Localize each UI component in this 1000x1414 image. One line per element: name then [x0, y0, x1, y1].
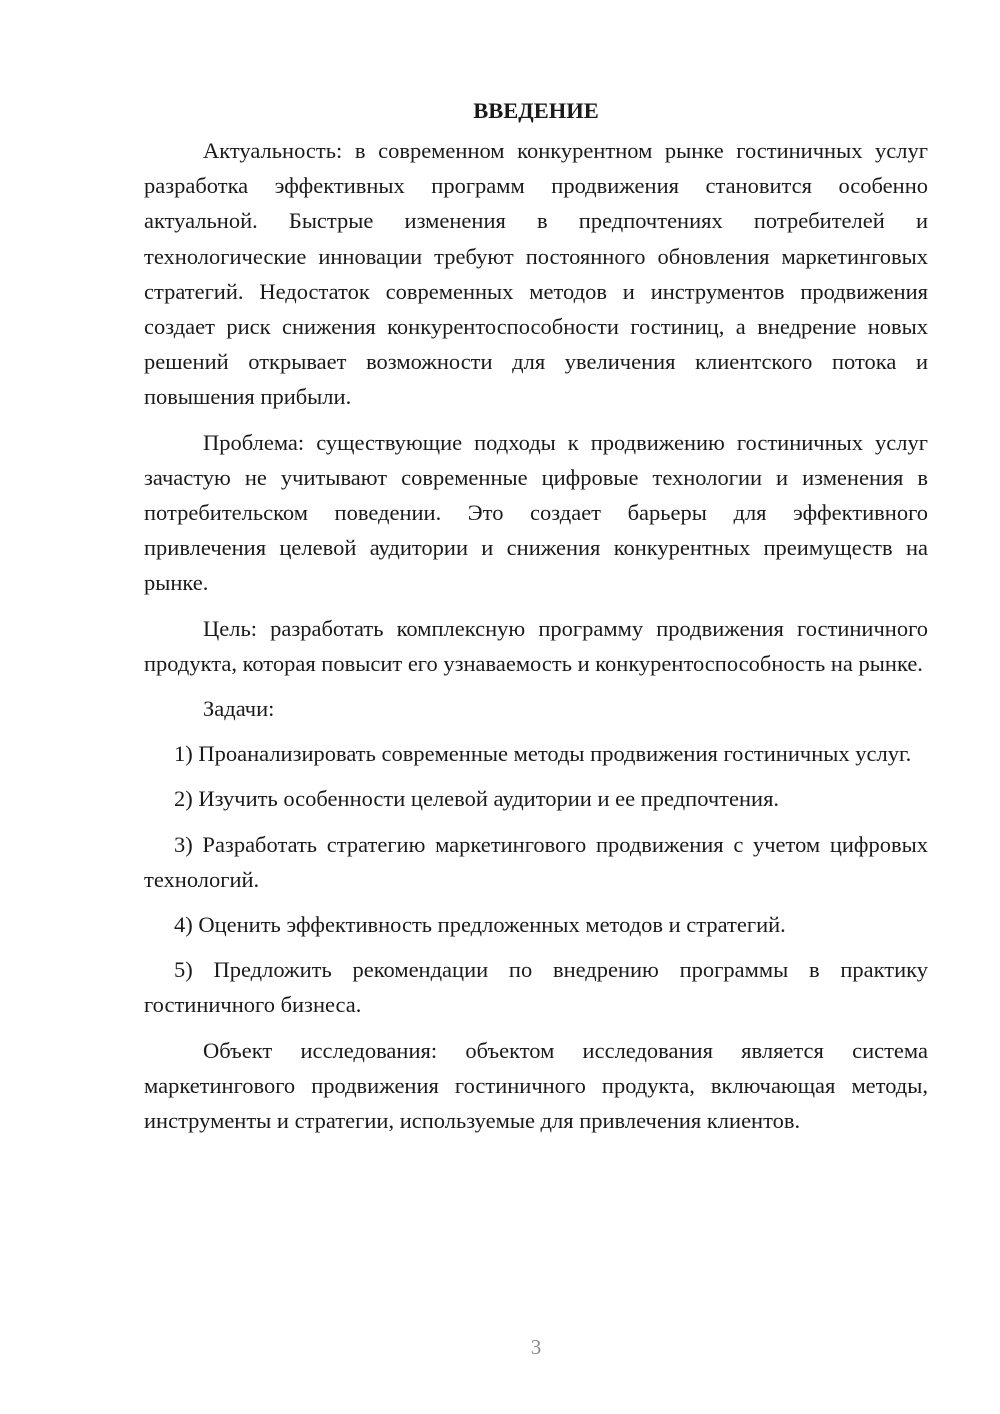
task-item-5: 5) Предложить рекомендации по внедрению программы в практику гостиничного бизнеса. — [144, 957, 928, 1018]
task-item-3: 3) Разработать стратегию маркетингового продвижения с учетом цифровых технологий. — [144, 831, 928, 892]
problem-paragraph: Проблема: существующие подходы к продвижению гостиничных услуг зачастую не учитывают современные цифровые технологии и изменения в потребительском поведении. Это создает барьеры для эффективного привлечения целевой аудитории и снижения конкурентных преимуществ на рынке. — [144, 429, 928, 596]
goal-paragraph: Цель: разработать комплексную программу продвижения гостиничного продукта, которая повысит его узнаваемость и конкурентоспособность на рынке. — [144, 615, 928, 676]
section-title: ВВЕДЕНИЕ — [473, 98, 599, 123]
tasks-heading: Задачи: — [203, 696, 275, 722]
relevance-paragraph: Актуальность: в современном конкурентном рынке гостиничных услуг разработка эффективных программ продвижения становится особенно актуальной. Быстрые изменения в предпочтениях потребителей и технологические инновации требуют постоянного обновления маркетинговых стратегий. Недостаток современных методов и инструментов продвижения создает риск снижения конкурентоспособности гостиниц, а внедрение новых решений открывает возможности для увеличения клиентского потока и повышения прибыли. — [144, 138, 928, 410]
research-object-paragraph: Объект исследования: объектом исследования является система маркетингового продвижения гостиничного продукта, включающая методы, инструменты и стратегии, используемые для привлечения клиентов. — [144, 1037, 928, 1134]
task-item-2: 2) Изучить особенности целевой аудитории и ее предпочтения. — [174, 786, 780, 812]
page-number: 3 — [530, 1335, 542, 1359]
task-item-4: 4) Оценить эффективность предложенных методов и стратегий. — [174, 912, 786, 938]
tasks-list — [144, 736, 928, 1022]
page-body — [144, 97, 928, 1138]
task-item-1: 1) Проанализировать современные методы продвижения гостиничных услуг. — [174, 741, 912, 767]
